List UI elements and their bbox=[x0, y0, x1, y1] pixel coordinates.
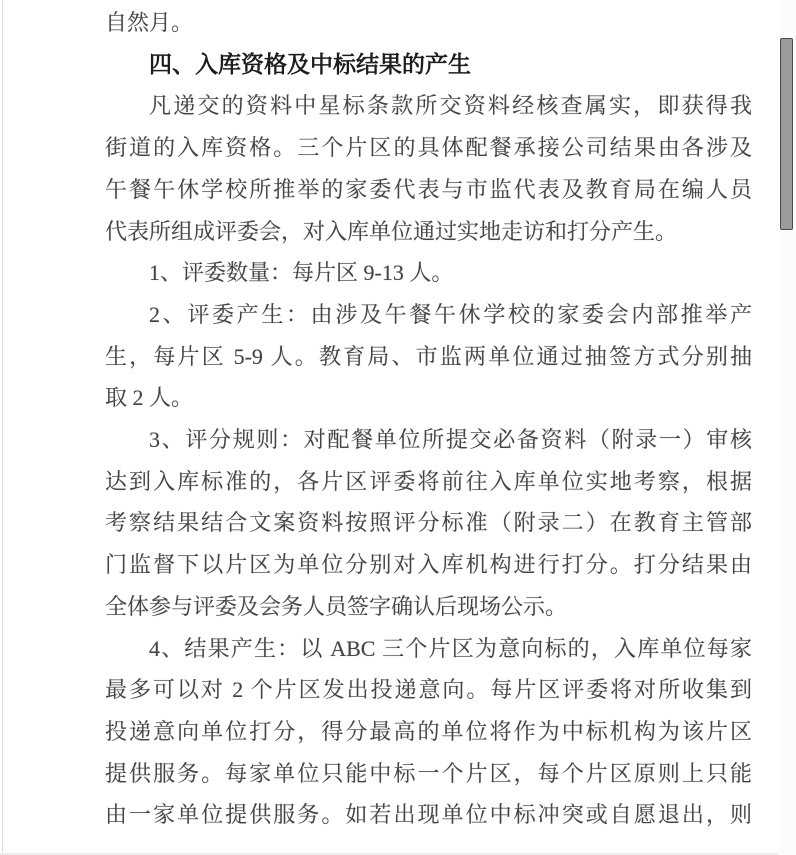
list-item-4-line: 4、结果产生：以 ABC 三个片区为意向标的，入库单位每家 bbox=[149, 635, 752, 661]
list-item-1-line: 1、评委数量：每片区 9-13 人。 bbox=[149, 260, 454, 286]
paragraph-line: 午餐午休学校所推举的家委代表与市监代表及教育局在编人员 bbox=[105, 176, 752, 202]
list-item-2-line: 2、评委产生：由涉及午餐午休学校的家委会内部推举产 bbox=[149, 301, 752, 327]
list-item-3-line: 达到入库标准的，各片区评委将前往入库单位实地考察，根据 bbox=[105, 468, 752, 494]
list-item-3-line: 3、评分规则：对配餐单位所提交必备资料（附录一）审核 bbox=[149, 427, 752, 453]
list-item-4-line: 由一家单位提供服务。如若出现单位中标冲突或自愿退出，则 bbox=[105, 802, 752, 828]
document-text-block bbox=[105, 2, 752, 836]
scrollbar-thumb[interactable] bbox=[780, 38, 793, 230]
list-item-4-line: 投递意向单位打分，得分最高的单位将作为中标机构为该片区 bbox=[105, 718, 752, 744]
paragraph-line: 街道的入库资格。三个片区的具体配餐承接公司结果由各涉及 bbox=[105, 135, 752, 161]
list-item-2-line: 取 2 人。 bbox=[105, 385, 194, 411]
section-heading: 四、入库资格及中标结果的产生 bbox=[149, 50, 471, 77]
list-item-4-line: 最多可以对 2 个片区发出投递意向。每片区评委将对所收集到 bbox=[105, 677, 752, 703]
list-item-3-line: 门监督下以片区为单位分别对入库机构进行打分。打分结果由 bbox=[105, 552, 752, 578]
list-item-4-line: 提供服务。每家单位只能中标一个片区，每个片区原则上只能 bbox=[105, 760, 752, 786]
page-left-edge-line bbox=[2, 0, 3, 855]
text-line-end-of-paragraph: 自然月。 bbox=[105, 10, 194, 35]
list-item-2-line: 生，每片区 5-9 人。教育局、市监两单位通过抽签方式分别抽 bbox=[105, 343, 752, 369]
paragraph-line: 凡递交的资料中星标条款所交资料经核查属实，即获得我 bbox=[149, 93, 752, 119]
paragraph-line: 代表所组成评委会，对入库单位通过实地走访和打分产生。 bbox=[105, 218, 678, 244]
list-item-3-line: 考察结果结合文案资料按照评分标准（附录二）在教育主管部 bbox=[105, 510, 752, 536]
list-item-3-line: 全体参与评委及会务人员签字确认后现场公示。 bbox=[105, 593, 568, 619]
